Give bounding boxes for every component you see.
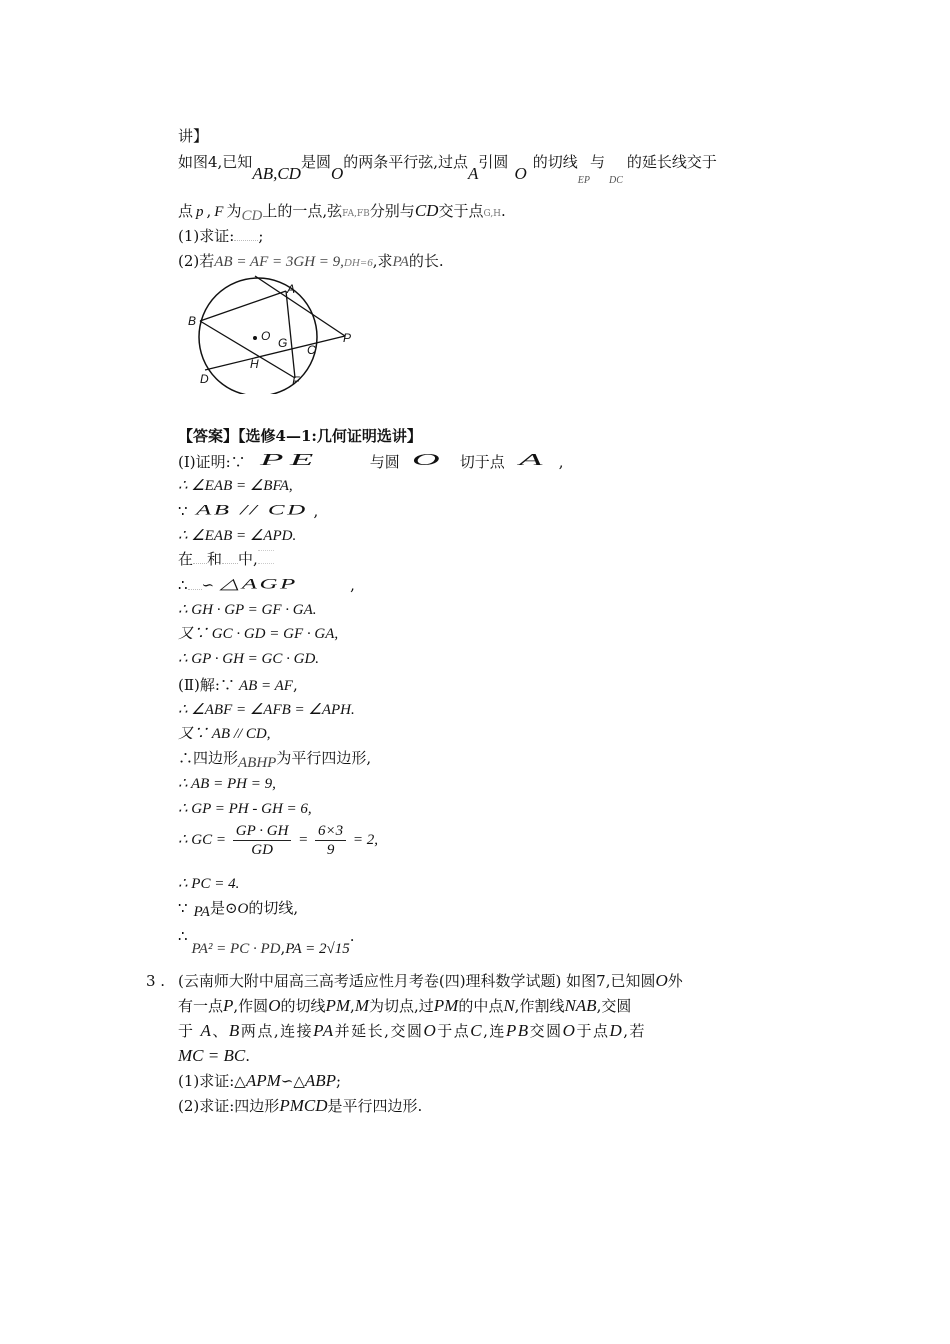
text: ∴: [178, 576, 188, 594]
math-var: B: [228, 1021, 241, 1040]
chord-af: [286, 291, 295, 378]
math-var: APM: [245, 1071, 281, 1090]
text-line: [178, 251, 444, 273]
text-line: [178, 450, 564, 472]
text-line: [178, 926, 355, 957]
text: ∽: [201, 576, 215, 594]
text-line: [178, 996, 631, 1016]
text: 为: [226, 202, 242, 220]
text: ,: [280, 939, 286, 957]
math-var: CD: [414, 201, 439, 220]
text: 的中点: [458, 997, 504, 1015]
text: 外: [667, 972, 683, 990]
math-var: G,H: [483, 209, 502, 219]
text: 上的一点,弦: [262, 202, 343, 220]
text: ∽△: [280, 1072, 305, 1090]
math-var: FA,FB: [342, 209, 370, 219]
blurred-formula: [193, 555, 207, 564]
math-var: O: [237, 901, 249, 917]
text: .: [501, 202, 506, 220]
math-var: O: [330, 164, 344, 183]
text: ∴: [178, 927, 188, 945]
text-line: [178, 675, 298, 696]
text: ,: [292, 676, 298, 694]
numerator: 6×3: [315, 822, 346, 841]
text: 两点,连接: [240, 1022, 314, 1040]
blurred-formula: [222, 555, 238, 564]
math-var: NAB: [564, 996, 597, 1015]
math-expr: AB = AF = 3GH = 9,: [214, 254, 344, 270]
math-var: p: [196, 204, 204, 220]
math-var: CD: [241, 208, 263, 224]
text: ∵: [178, 899, 188, 917]
text-line: [178, 126, 208, 146]
text: = 2,: [352, 831, 379, 848]
math-expr: PA² = PC · PD: [191, 941, 281, 957]
text: 是平行四边形.: [327, 1097, 423, 1115]
label-c: C: [307, 343, 316, 357]
text: 于点: [576, 1022, 610, 1040]
text: 是圆: [300, 153, 331, 171]
text-line: [178, 898, 298, 919]
text: 的切线: [280, 997, 326, 1015]
math-var: D: [609, 1021, 624, 1040]
text: (1)求证:: [178, 227, 235, 245]
denominator: GD: [251, 842, 273, 858]
text-line: [178, 152, 717, 186]
text: 交于点: [438, 202, 484, 220]
math-var: ABHP: [238, 755, 277, 771]
math-var: O: [655, 971, 668, 990]
text: 并延长,交圆: [334, 1022, 424, 1040]
text: ,: [313, 502, 319, 520]
text: 于点: [437, 1022, 471, 1040]
math-var: A: [200, 1021, 213, 1040]
label-a: A: [287, 282, 296, 296]
text: 引圆: [478, 153, 509, 171]
text-line: ∴ PC = 4.: [178, 876, 240, 892]
text-line: ∴ ∠EAB = ∠BFA,: [178, 478, 293, 494]
math-var: F: [214, 204, 224, 220]
math-var: AB,CD: [252, 164, 301, 183]
text: (云南师大附中届高三高考适应性月考卷(四)理科数学试题) 如图7,已知圆: [178, 972, 656, 990]
geometry-figure: [183, 274, 363, 394]
label-b: B: [188, 314, 197, 328]
text: 于: [178, 1022, 195, 1040]
text: 分别与: [369, 202, 415, 220]
math-var: O: [411, 450, 446, 470]
answer-heading: 【答案】【选修4—1:几何证明选讲】: [178, 427, 422, 445]
text: ,: [558, 453, 564, 471]
label-h: H: [250, 357, 259, 371]
math-var: PM: [433, 996, 459, 1015]
math-var: PA: [392, 254, 409, 270]
text: 的延长线交于: [626, 153, 717, 171]
math-var: PMCD: [279, 1096, 328, 1115]
text: ,若: [623, 1022, 647, 1040]
text: 为平行四边形,: [276, 749, 372, 767]
tangent-line-ep: [255, 276, 345, 336]
text-line: 又∵ AB // CD,: [178, 726, 271, 742]
fraction-2: [315, 822, 346, 859]
text: ∵: [178, 502, 188, 520]
text: 为切点,过: [368, 997, 434, 1015]
text-line: ∴ ∠EAB = ∠APD.: [178, 528, 297, 544]
text-line: [178, 971, 683, 991]
label-p: P: [343, 331, 352, 345]
text-line: ∴ GP · GH = GC · GD.: [178, 651, 320, 667]
math-var: O: [514, 164, 527, 183]
question-number: 3 .: [146, 972, 166, 990]
text: 与: [589, 153, 605, 171]
blurred-formula: [258, 550, 274, 564]
text: 的两条平行弦,过点: [343, 153, 469, 171]
math-var: PM: [325, 996, 351, 1015]
text: 的长.: [408, 252, 444, 270]
text: (Ⅱ)解:∵: [178, 676, 235, 694]
text-line: ∴ GH · GP = GF · GA.: [178, 602, 317, 618]
numerator: GP · GH: [233, 822, 292, 841]
text-line: [178, 1021, 646, 1041]
text: (2)求证:四边形: [178, 1097, 280, 1115]
text-line: (1)求证: ;: [178, 227, 264, 245]
label-o: O: [261, 329, 271, 343]
math-var: C: [470, 1021, 484, 1040]
math-expr: DH=6: [343, 257, 373, 269]
text: ,交圆: [596, 997, 632, 1015]
label-f: F: [292, 374, 300, 388]
text-line: [178, 1046, 250, 1066]
text: .: [349, 927, 355, 945]
math-var: ABP: [304, 1071, 337, 1090]
chord-ab: [200, 291, 286, 321]
text: 和: [207, 550, 223, 568]
denominator: 9: [326, 842, 335, 858]
text: 有一点: [178, 997, 224, 1015]
text: 的切线: [532, 153, 578, 171]
text: 交圆: [529, 1022, 563, 1040]
text: ,作圆: [233, 997, 269, 1015]
math-var: O: [562, 1021, 577, 1040]
math-expr: AB // CD: [195, 501, 308, 519]
math-var: PA: [313, 1021, 335, 1040]
text-line: [178, 500, 318, 521]
math-var: M: [354, 996, 369, 1015]
blurred-formula: [234, 232, 258, 241]
text-line: ∴ ∠ABF = ∠AFB = ∠APH.: [178, 702, 355, 718]
label-d: D: [200, 372, 209, 386]
math-var: O: [268, 996, 281, 1015]
text-line: ∴ AB = PH = 9,: [178, 776, 276, 792]
text: ,: [350, 997, 355, 1015]
text: ,连: [483, 1022, 506, 1040]
text: .: [245, 1047, 250, 1065]
text: ,: [350, 576, 355, 594]
math-expr: MC = BC: [178, 1046, 246, 1065]
math-var: N: [503, 996, 515, 1015]
text: (Ⅰ)证明:∵: [178, 453, 246, 471]
text: 切于点: [459, 453, 505, 471]
text: =: [298, 831, 309, 848]
text-line: [178, 1096, 422, 1116]
math-var: P: [223, 996, 234, 1015]
text: ,: [206, 202, 212, 220]
text: 是⊙: [209, 899, 238, 917]
center-point: [253, 336, 257, 340]
text: ∴ GC =: [178, 831, 227, 848]
text: ,求: [372, 252, 393, 270]
text-line: [178, 748, 371, 769]
math-var: O: [423, 1021, 438, 1040]
text: ∴四边形: [178, 749, 239, 767]
text-line: ∴ GP = PH - GH = 6,: [178, 801, 312, 817]
math-expr: PA = 2√15: [285, 941, 350, 957]
text-line: [178, 201, 506, 224]
text: 如图4,已知: [178, 153, 253, 171]
chord-dc-extended: [205, 336, 345, 370]
text-line: 又∵ GC · GD = GF · GA,: [178, 626, 339, 642]
math-expr: AB = AF: [238, 678, 293, 694]
text: 讲】: [178, 127, 209, 145]
text: 的切线,: [248, 899, 299, 917]
math-expr: △AGP: [220, 575, 298, 593]
text: 点: [178, 202, 194, 220]
text-line: [178, 1071, 341, 1091]
math-var: PA: [193, 904, 210, 920]
text-line: [178, 574, 355, 595]
text: 在: [178, 550, 194, 568]
text-line: [178, 549, 274, 569]
text: 中,: [238, 550, 258, 568]
math-var: PE: [259, 450, 320, 470]
text: (2)若: [178, 252, 215, 270]
math-var: A: [518, 450, 549, 470]
fraction-line: [178, 822, 378, 859]
text: (1)求证:△: [178, 1072, 246, 1090]
text: 与圆: [369, 453, 400, 471]
math-var: A: [468, 164, 479, 183]
label-g: G: [278, 336, 288, 350]
math-var: EP: [577, 175, 590, 186]
text: ,作割线: [514, 997, 565, 1015]
text: 、: [212, 1022, 229, 1040]
math-var: PB: [505, 1021, 530, 1040]
text: ;: [336, 1072, 342, 1090]
math-var: DC: [608, 175, 623, 186]
fraction-1: [233, 822, 292, 859]
blurred-formula: [188, 581, 202, 590]
